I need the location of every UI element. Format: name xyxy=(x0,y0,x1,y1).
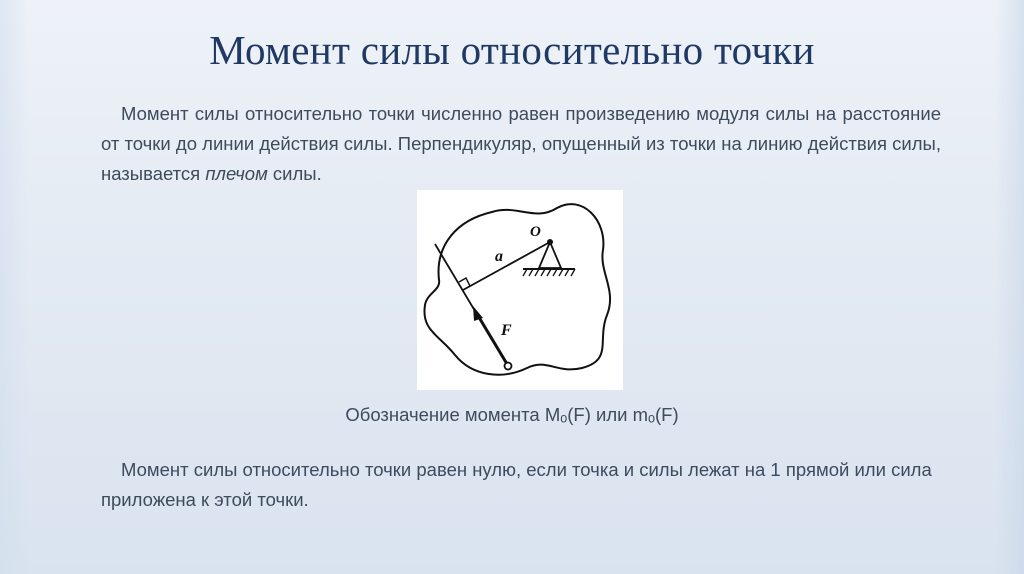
moment-diagram-svg xyxy=(417,190,623,390)
support-hatching xyxy=(523,269,575,276)
force-application-point xyxy=(505,363,512,370)
slide-title: Момент силы относительно точки xyxy=(209,27,815,73)
lever-arm xyxy=(463,242,550,290)
definition-paragraph xyxy=(101,99,941,189)
moment-diagram xyxy=(417,190,623,390)
definition-emphasis: плечом xyxy=(205,163,268,184)
definition-text-end: силы. xyxy=(267,163,322,184)
label-arm-a: a xyxy=(495,248,503,265)
zero-moment-paragraph: Момент силы относительно точки равен нулю, если точка и силы лежат на 1 прямой или сила приложена к этой точки. xyxy=(101,459,932,510)
label-point-o: O xyxy=(530,224,541,240)
definition-text-start: Момент силы относительно точки численно равен произведению модуля силы на расстояние от точки до линии действия силы. Перпендикуляр, опущенный из точки на линию действия силы, называется xyxy=(101,103,941,184)
slide-left-edge xyxy=(0,0,30,574)
label-force-f: F xyxy=(501,322,512,339)
slide-right-edge xyxy=(994,0,1024,574)
body-outline xyxy=(424,204,610,375)
right-angle-marker xyxy=(459,278,470,286)
moment-notation-caption: Обозначение момента Mₒ(F) или mₒ(F) xyxy=(345,404,679,425)
